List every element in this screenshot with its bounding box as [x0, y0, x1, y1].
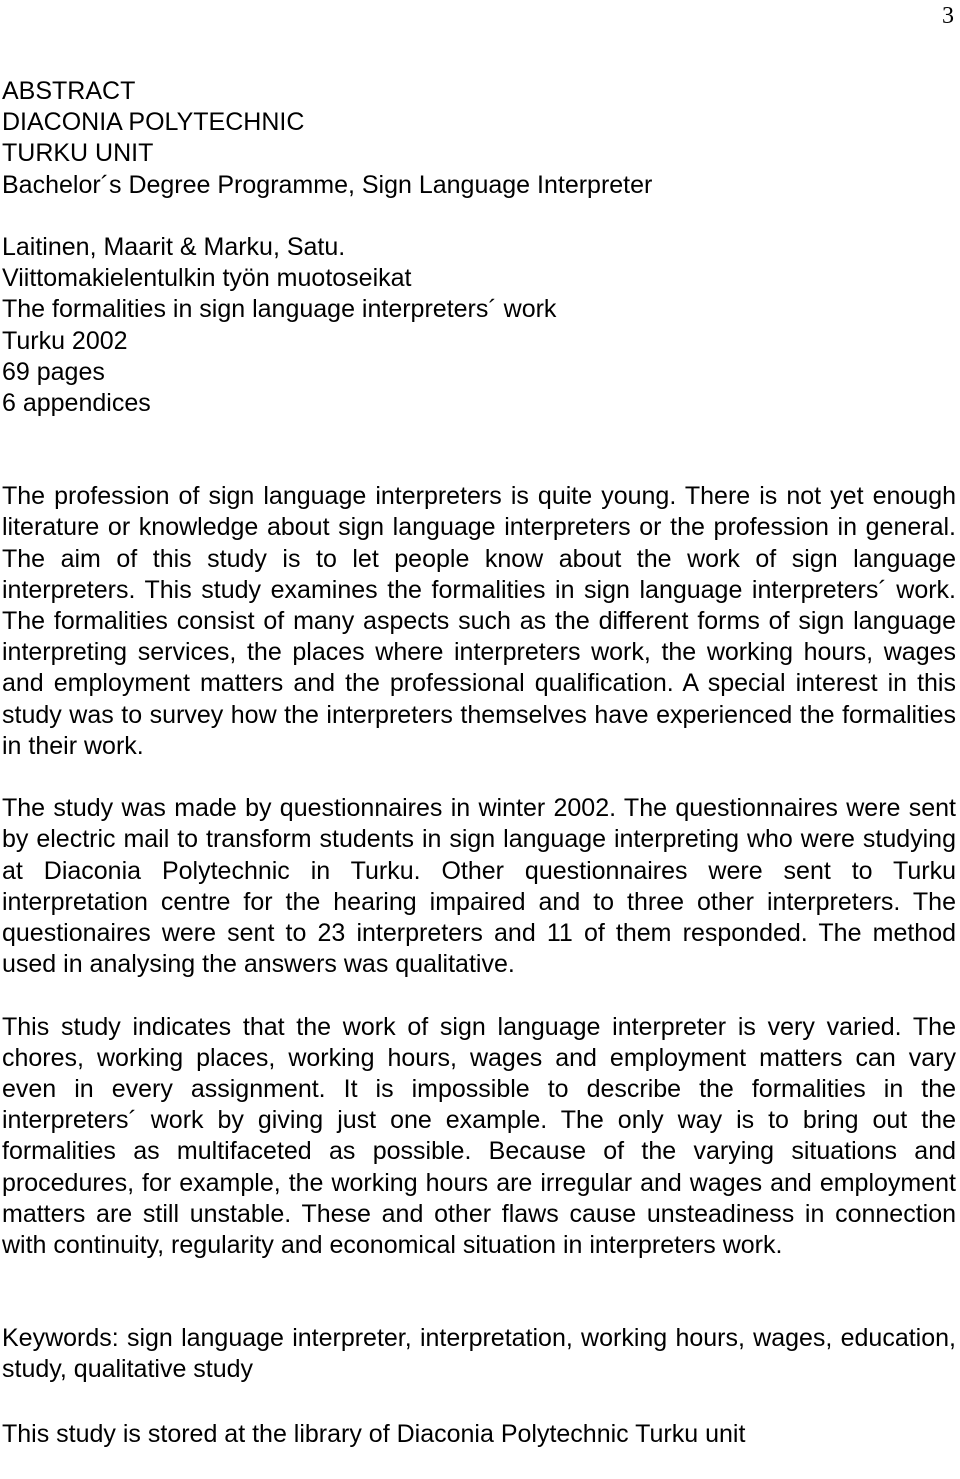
abstract-paragraph-1: The profession of sign language interpreters is quite young. There is not yet enough literature or knowledge about sign language interpreters or the profession in general. The aim of this study is to let people know about the work of sign language interpreters. This study examines the formalities in sign language interpreters´ work. The formalities consist of many aspects such as the different forms of sign language interpreting services, the places where interpreters work, the working hours, wages and employment matters and the professional qualification. A special interest in this study was to survey how the interpreters themselves have experienced the formalities in their work. [2, 482, 956, 760]
authors: Laitinen, Maarit & Marku, Satu. [2, 233, 346, 261]
appendix-count: 6 appendices [2, 389, 151, 418]
spacer [2, 762, 956, 793]
metadata-block [2, 232, 956, 419]
spacer [2, 201, 956, 232]
storage-note: This study is stored at the library of Diaconia Polytechnic Turku unit [2, 1419, 746, 1448]
unit-name: TURKU UNIT [2, 139, 154, 168]
abstract-heading: ABSTRACT [2, 77, 136, 105]
spacer [2, 419, 956, 481]
degree-programme: Bachelor´s Degree Programme, Sign Language Interpreter [2, 170, 653, 199]
abstract-paragraph-3: This study indicates that the work of sign language interpreter is very varied. The chores, working places, working hours, wages and employment matters can vary even in every assignment. It is impossible to describe the formalities in the interpreters´ work by giving just one example. The only way is to bring out the formalities as multifaceted as possible. Because of the varying situations and procedures, for example, the working hours are irregular and wages and employment matters are still unstable. These and other flaws cause unsteadiness in connection with continuity, regularity and economical situation in interpreters work. [2, 1012, 956, 1260]
spacer [2, 1261, 956, 1323]
header-block [2, 76, 956, 201]
spacer [2, 980, 956, 1011]
abstract-content [2, 76, 956, 1450]
abstract-paragraph-2: The study was made by questionnaires in winter 2002. The questionnaires were sent by electric mail to transform students in sign language interpreting who were studying at Diaconia Polytechnic in Turku. Other questionnaires were sent to Turku interpretation centre for the hearing impaired and to three other interpreters. The questionaires were sent to 23 interpreters and 11 of them responded. The method used in analysing the answers was qualitative. [2, 794, 956, 979]
institution-name: DIACONIA POLYTECHNIC [2, 108, 305, 137]
keywords: Keywords: sign language interpreter, interpretation, working hours, wages, education, study, qualitative study [2, 1324, 956, 1384]
page-count: 69 pages [2, 357, 105, 386]
page-number: 3 [942, 3, 954, 29]
place-year: Turku 2002 [2, 326, 128, 355]
english-title: The formalities in sign language interpreters´ work [2, 295, 557, 324]
spacer [2, 1386, 956, 1419]
finnish-title: Viittomakielentulkin työn muotoseikat [2, 264, 412, 293]
